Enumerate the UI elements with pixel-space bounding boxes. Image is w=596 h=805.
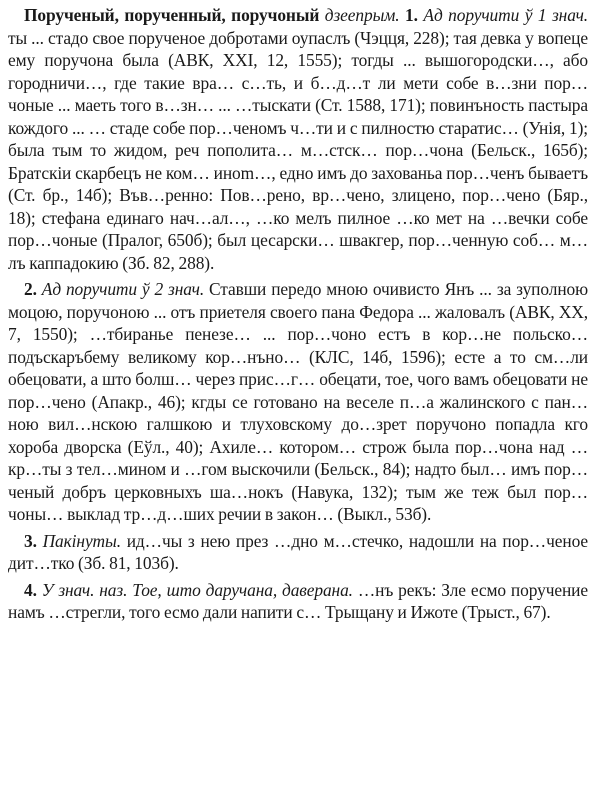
sense-number: 1. [405, 5, 418, 25]
sense-text: …нъ рекъ: Зле есмо поручение намъ …стрегли, того есмо дали напити с… Трыщану и Ижоте (Трыст., 67). [8, 579, 588, 622]
sense-number: 3. [24, 530, 37, 551]
entry-sense-4 [8, 579, 588, 624]
sense-text: ид…чы з нею през …дно м…стечко, надошли на пор…ченое дит…тко (Зб. 81, 103б). [8, 530, 588, 573]
sense-definition: Ад поручити ў 2 знач. [41, 279, 205, 299]
sense-number: 2. [24, 279, 37, 299]
sense-definition: Пакінуты. [42, 530, 121, 551]
entry-sense-2 [8, 278, 588, 526]
sense-number: 4. [24, 579, 37, 600]
part-of-speech: дзеепрым. [324, 5, 400, 25]
sense-definition: У знач. наз. Тое, што даручана, даверана. [41, 579, 353, 600]
entry-headword: Порученый, порученный, поручоный [24, 5, 320, 25]
sense-text: Ставши передо мною очивисто Янъ ... за зуполною моцою, поручоною ... отъ приетеля своего пана Федора ... жаловалъ (АВК, XX, 7, 1550); …тбиранье пенезе… ... пор…чоно естъ в кор…не польско… подъскаръбему великому кор…нъно… (КЛС, 14б, 1596); есте а то см…ли обецовати, а што болш… через прис…г… обецати, тое, чого вамъ обецовати не пор…чено (Апакр., 46); кгды се готовано на веселе п…а жалинского с пан…ною вил…нскою галшкою и тлуховскому до…зрет поручоно попадла кго хороба дворска (Еўл., 40); Ахиле… котором… строж была пор…чона над …кр…ты з тел…мином и …гом выскочили (Бельск., 84); надто был… имъ пор…ченый добръ церковныхъ ша…нокъ (Навука, 132); тым же теж был пор…чоны… выклад тр…д…ших речии в закон… (Выкл., 53б). [8, 279, 589, 524]
sense-definition: Ад поручити ў 1 знач. [423, 5, 589, 25]
entry-sense-1 [8, 4, 588, 274]
sense-text: ты ... стадо свое порученое добротами оупаслъ (Чэцця, 228); тая девка у вопеце ему поручона была (АВК, XXI, 12, 1555); тогды ... вышогородски…, або городничи…, где такие вра… с…ть, и б…д…т ли мети собе в…зни пор…чоные ... маеть того в…зн… ... …тыскати (Ст. 1588, 171); повинъность пастыра кождого ... … стаде собе пор…ченомъ ч…ти и с пилностю старатис… (Унія, 1); была тым то жидом, реч пополита… м…стск… пор…чона (Бельск., 165б); Братскiи скарбецъ не ком… иноm…, едно имъ до захованьа пор…ченъ бываетъ (Ст. бр., 14б); Във…ренно: Пов…рено, вр…чено, злицено, пор…чено (Бяр., 18); стефана единаго нач…ал…, …ко мелъ пилное …ко мет на …вечки собе пор…чоные (Пралог, 650б); был цесарски… швакгер, пор…ченную соб… м…лъ каппадокию (Зб. 82, 288). [8, 27, 588, 273]
entry-sense-3 [8, 530, 588, 575]
